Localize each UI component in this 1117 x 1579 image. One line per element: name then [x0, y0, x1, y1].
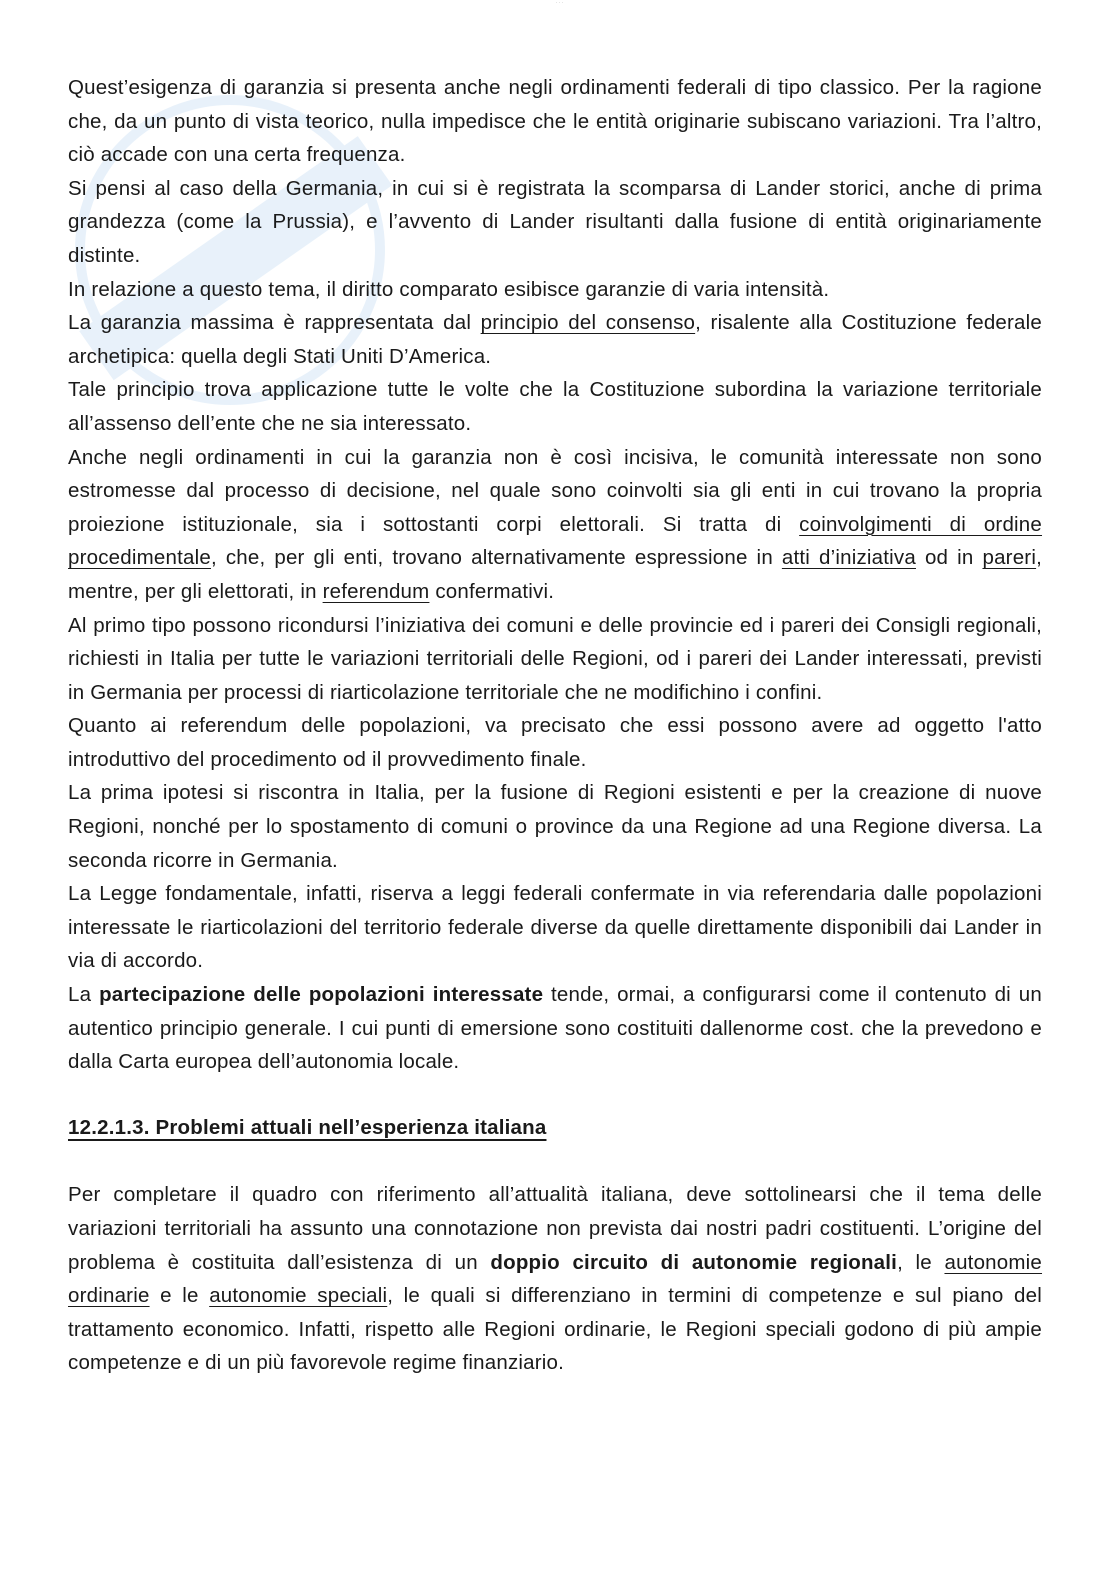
- section-italian-problems: [68, 1178, 1042, 1380]
- paragraph: [68, 877, 1042, 978]
- text-run: Quanto ai referendum delle popolazioni, va precisato che essi possono avere ad oggetto l'atto introduttivo del procedimento od il provvedimento finale.: [68, 714, 1042, 771]
- text-run: tende, ormai, a configurarsi come il contenuto di un autentico principio generale. I cui punti di emersione sono costituiti dallenorme cost. che la prevedono e dalla Carta europea dell’autonomia locale.: [68, 983, 1042, 1074]
- paragraph: [68, 978, 1042, 1079]
- paragraph: [68, 776, 1042, 877]
- text-run: , le quali si differenziano in termini di competenze e sul piano del trattamento economico. Infatti, rispetto alle Regioni ordinarie, le Regioni speciali godono di più ampie competenze e di un più favorevole regime finanziario.: [68, 1284, 1042, 1375]
- underlined-term: referendum: [322, 579, 430, 603]
- text-run: La prima ipotesi si riscontra in Italia, per la fusione di Regioni esistenti e per la creazione di nuove Regioni, nonché per lo spostamento di comuni o province da una Regione ad una Regione diversa. La seconda ricorre in Germania.: [68, 781, 1042, 872]
- text-run: Per completare il quadro con riferimento all’attualità italiana, deve sottolinearsi che il tema delle variazioni territoriali ha assunto una connotazione non prevista dai nostri padri costituenti. L’origine del problema è costituita dall’esistenza di un: [68, 1183, 1042, 1274]
- text-run: , le: [897, 1250, 945, 1274]
- text-run: Anche negli ordinamenti in cui la garanzia non è così incisiva, le comunità interessate non sono estromesse dal processo di decisione, nel quale sono coinvolti sia gli enti in cui trovano la propria proiezione istituzionale, sia i sottostanti corpi elettorali. Si tratta di: [68, 445, 1042, 536]
- underlined-term: coinvolgimenti di ordine procedimentale: [68, 512, 1043, 570]
- underlined-term: pareri: [982, 546, 1037, 570]
- bold-term: partecipazione delle popolazioni interessate: [99, 983, 544, 1007]
- paragraph: [68, 709, 1042, 776]
- underlined-term: autonomie ordinarie: [68, 1250, 1043, 1308]
- paragraph: [68, 609, 1042, 710]
- paragraph: [68, 441, 1042, 609]
- underlined-term: autonomie speciali: [209, 1284, 388, 1308]
- text-run: , che, per gli enti, trovano alternativamente espressione in: [210, 546, 782, 570]
- underlined-term: atti d’iniziativa: [781, 546, 916, 570]
- section-federal-guarantees: [68, 71, 1042, 1079]
- text-run: La Legge fondamentale, infatti, riserva a leggi federali confermate in via referendaria dalle popolazioni interessate le riarticolazioni del territorio federale diverse da quelle direttamente disponibili dai Lander in via di accordo.: [68, 882, 1042, 973]
- paragraph: [68, 306, 1042, 373]
- text-run: e le: [149, 1284, 210, 1308]
- paragraph: [68, 172, 1042, 273]
- page-header-mark: ···: [555, 0, 565, 6]
- text-run: Quest’esigenza di garanzia si presenta anche negli ordinamenti federali di tipo classico. Per la ragione che, da un punto di vista teorico, nulla impedisce che le entità originarie subiscano variazioni. Tra l’altro, ciò accade con una certa frequenza.: [68, 76, 1042, 167]
- paragraph: [68, 1178, 1042, 1380]
- paragraph: [68, 373, 1042, 440]
- text-run: Tale principio trova applicazione tutte le volte che la Costituzione subordina la variazione territoriale all’assenso dell’ente che ne sia interessato.: [68, 378, 1042, 435]
- section-heading: 12.2.1.3. Problemi attuali nell’esperienza italiana: [68, 1115, 547, 1139]
- text-run: La: [68, 983, 100, 1007]
- text-run: La garanzia massima è rappresentata dal: [68, 311, 481, 335]
- text-run: od in: [915, 546, 983, 570]
- text-run: Al primo tipo possono ricondursi l’iniziativa dei comuni e delle provincie ed i pareri dei Consigli regionali, richiesti in Italia per tutte le variazioni territoriali delle Regioni, od i pareri dei Lander interessati, previsti in Germania per processi di riarticolazione territoriale che ne modifichino i confini.: [68, 613, 1042, 704]
- document-body: [68, 71, 1042, 1380]
- paragraph: [68, 273, 1042, 307]
- text-run: , mentre, per gli elettorati, in: [68, 546, 1042, 603]
- paragraph: [68, 71, 1042, 172]
- text-run: confermativi.: [429, 579, 555, 603]
- text-run: , risalente alla Costituzione federale archetipica: quella degli Stati Uniti D’America.: [68, 311, 1043, 368]
- text-run: Si pensi al caso della Germania, in cui si è registrata la scomparsa di Lander storici, anche di prima grandezza (come la Prussia), e l’avvento di Lander risultanti dalla fusione di entità originariamente distinte.: [68, 176, 1042, 267]
- underlined-term: principio del consenso: [480, 311, 696, 335]
- bold-term: doppio circuito di autonomie regionali: [490, 1250, 898, 1274]
- text-run: In relazione a questo tema, il diritto comparato esibisce garanzie di varia intensità.: [68, 277, 830, 301]
